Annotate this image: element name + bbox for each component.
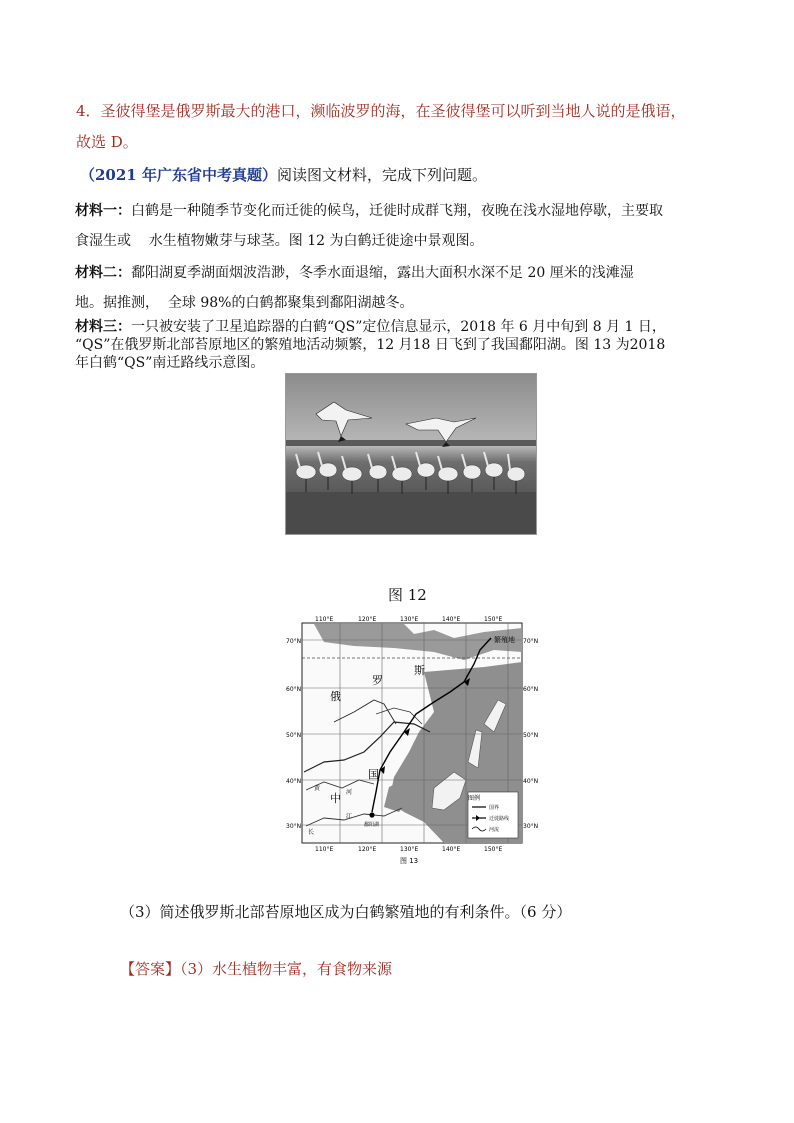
lon-bottom-1: 110°E: [315, 846, 334, 853]
material1-label: 材料一：: [75, 203, 131, 219]
legend-border: 国界: [489, 805, 500, 811]
lon-bottom-5: 150°E: [484, 846, 503, 853]
lon-top-2: 120°E: [358, 616, 377, 623]
lat-right-4: 40°N: [523, 778, 539, 785]
label-changjiang-1: 长: [308, 829, 315, 836]
label-china-2: 国: [368, 768, 379, 781]
legend-river: 河流: [489, 827, 500, 833]
material2-label: 材料二：: [75, 265, 131, 281]
material3-line2: “QS”在俄罗斯北部苔原地区的繁殖地活动频繁，12 月18 日飞到了我国鄱阳湖。图 13 为2018: [75, 337, 666, 353]
poyang-lake-marker: [369, 812, 374, 817]
material1-line2: 食湿生或 水生植物嫩芽与球茎。图 12 为白鹤迁徙途中景观图。: [75, 233, 484, 249]
figure13-caption: 图 13: [400, 857, 419, 865]
lon-top-5: 150°E: [484, 616, 503, 623]
label-russia-2: 罗: [372, 674, 383, 687]
lat-right-1: 70°N: [523, 638, 539, 645]
material2-line1: [75, 262, 634, 282]
lon-bottom-4: 140°E: [442, 846, 461, 853]
label-poyang-lake: 鄱阳湖: [364, 822, 380, 828]
crane-migration-map-svg: [284, 612, 539, 870]
crane-photo-image: [286, 374, 536, 534]
question-instruction: 阅读图文材料，完成下列问题。: [276, 166, 487, 184]
label-huanghe-2: 河: [346, 789, 353, 796]
lat-right-3: 50°N: [523, 732, 539, 739]
material3-line1: [75, 316, 666, 336]
crane-migration-map: [284, 612, 539, 870]
material3-label: 材料三：: [75, 319, 131, 335]
label-russia-1: 俄: [330, 690, 341, 703]
material2-text1: 鄱阳湖夏季湖面烟波浩渺，冬季水面退缩，露出大面积水深不足 20 厘米的浅滩湿: [131, 265, 634, 281]
label-china-1: 中: [330, 792, 341, 805]
answer-text: （3）水生植物丰富，有食物来源: [180, 960, 393, 978]
lat-left-4: 40°N: [286, 778, 302, 785]
legend-route: 迁徙路线: [489, 816, 510, 822]
material1-text1: 白鹤是一种随季节变化而迁徙的候鸟，迁徙时成群飞翔，夜晚在浅水湿地停歇，主要取: [131, 203, 663, 219]
answer-line: [120, 958, 392, 979]
material3-line3: 年白鹤“QS”南迁路线示意图。: [75, 355, 265, 371]
question-source: （2021 年广东省中考真题）: [80, 166, 277, 184]
lon-top-4: 140°E: [442, 616, 461, 623]
lon-bottom-2: 120°E: [358, 846, 377, 853]
answer-item4-line2: 故选 D。: [76, 133, 138, 151]
lat-left-3: 50°N: [286, 732, 302, 739]
lon-top-3: 130°E: [400, 616, 419, 623]
lon-bottom-3: 130°E: [400, 846, 419, 853]
label-huanghe-1: 黄: [314, 785, 321, 792]
answer-tag: 【答案】: [120, 960, 181, 978]
label-changjiang-2: 江: [346, 813, 353, 820]
lon-top-1: 110°E: [315, 616, 334, 623]
legend-title: 图例: [468, 795, 481, 802]
material3-text1: 一只被安装了卫星追踪器的白鹤“QS”定位信息显示，2018 年 6 月中旬到 8 月 1 日，: [131, 319, 666, 335]
material1-line1: [75, 200, 663, 220]
label-russia-3: 斯: [414, 664, 425, 677]
lat-left-5: 30°N: [286, 823, 302, 830]
crane-photo: [285, 373, 537, 535]
question3-text: （3）简述俄罗斯北部苔原地区成为白鹤繁殖地的有利条件。（6 分）: [120, 903, 572, 921]
answer-item4-line1: 4．圣彼得堡是俄罗斯最大的港口，濒临波罗的海，在圣彼得堡可以听到当地人说的是俄语，: [76, 102, 686, 120]
label-breeding-ground: 繁殖地: [494, 636, 515, 644]
question-intro: [80, 164, 487, 185]
lat-left-2: 60°N: [286, 686, 302, 693]
lat-right-2: 60°N: [523, 686, 539, 693]
figure12-caption: 图 12: [388, 586, 427, 604]
lat-right-5: 30°N: [523, 823, 539, 830]
material2-line2: 地。据推测， 全球 98%的白鹤都聚集到鄱阳湖越冬。: [75, 295, 414, 311]
lat-left-1: 70°N: [286, 638, 302, 645]
